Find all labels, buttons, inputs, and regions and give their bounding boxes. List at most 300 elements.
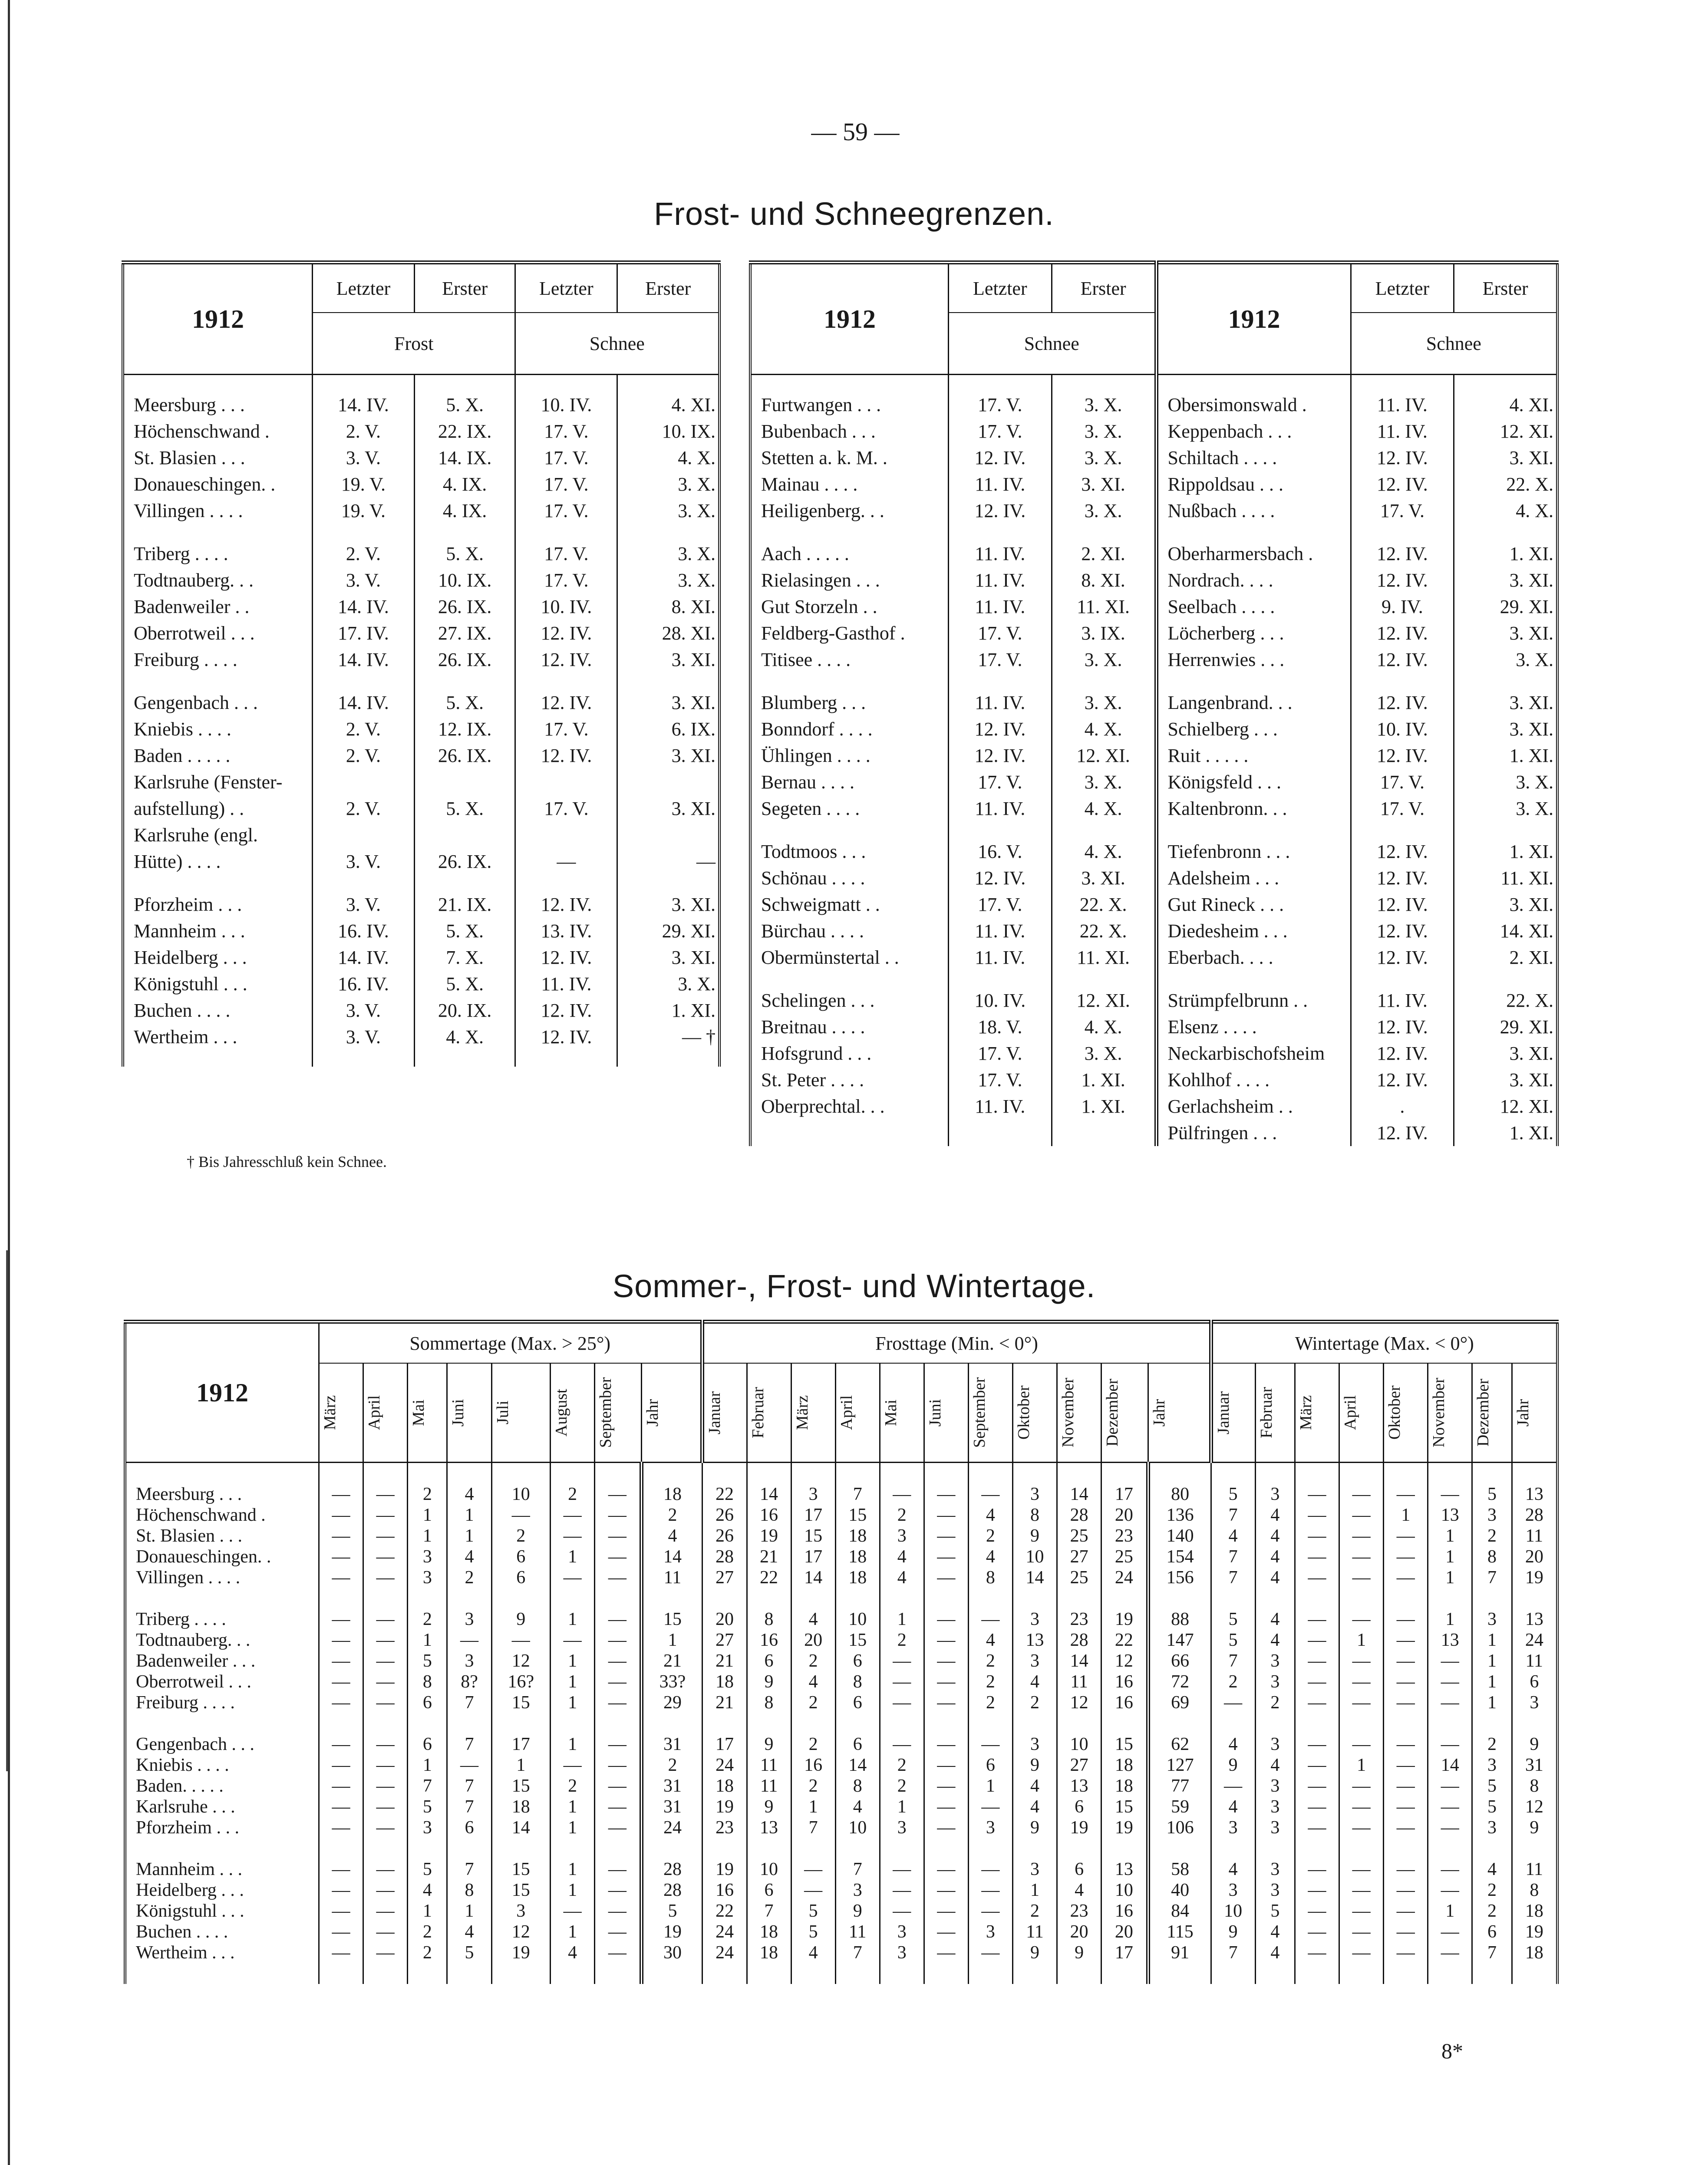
station-name: Schweigmatt . .	[761, 894, 880, 915]
station-name: Heiligenberg. . .	[761, 500, 884, 521]
day-count: 7	[1211, 1567, 1255, 1588]
station-name: Todtnauberg. . .	[134, 570, 254, 591]
day-count: 2	[551, 1776, 595, 1796]
snow-first-value: 1. XI.	[1454, 1120, 1557, 1146]
frost-last-value: 3. V.	[313, 567, 415, 593]
day-count: 4	[1255, 1755, 1295, 1776]
day-count: —	[363, 1921, 408, 1942]
day-count: 11	[1512, 1526, 1557, 1546]
day-count: —	[1428, 1859, 1472, 1880]
day-count: —	[1339, 1734, 1384, 1755]
day-count: 6	[1512, 1671, 1557, 1692]
winter-month-label: April	[1341, 1395, 1360, 1430]
day-count: —	[363, 1526, 408, 1546]
day-count: 15	[835, 1630, 880, 1651]
station-name: Neckarbischofsheim	[1156, 1040, 1351, 1067]
table-row	[125, 1734, 1557, 1755]
day-count: 18	[747, 1942, 791, 1963]
day-count: 8	[747, 1692, 791, 1713]
day-count: —	[447, 1630, 491, 1651]
snow-first-value: 3. X.	[1052, 445, 1156, 471]
day-count: 20	[1512, 1546, 1557, 1567]
frost-snow-table-left	[122, 260, 721, 1067]
snow-first-value: 3. XI.	[1052, 471, 1156, 498]
day-count: 10	[491, 1484, 550, 1505]
day-count: —	[595, 1776, 641, 1796]
day-count: 27	[702, 1567, 747, 1588]
day-count: 9	[1012, 1942, 1057, 1963]
day-count: 6	[491, 1546, 550, 1567]
day-count: 14	[641, 1546, 702, 1567]
day-count: —	[1295, 1942, 1339, 1963]
station-name: Blumberg . . .	[761, 692, 866, 713]
day-count: 7	[447, 1692, 491, 1713]
station-name: Pülfringen . . .	[1156, 1120, 1351, 1146]
day-count: 6	[1472, 1921, 1512, 1942]
station-name: Meersburg . . .	[134, 394, 245, 415]
table-row	[125, 1755, 1557, 1776]
snow-last-value: 12. IV.	[949, 445, 1052, 471]
station-name: Löcherberg . . .	[1156, 620, 1351, 646]
day-count: —	[491, 1630, 550, 1651]
table-row	[750, 445, 1557, 471]
day-count: 3	[968, 1921, 1012, 1942]
day-count: —	[1339, 1609, 1384, 1630]
snow-last-value: 11. IV.	[949, 471, 1052, 498]
snow-last-value: 12. IV.	[949, 716, 1052, 742]
summer-frost-winter-title: Sommer-, Frost- und Wintertage.	[612, 1268, 1096, 1304]
day-count: 9	[1012, 1817, 1057, 1838]
frost-last-value: 14. IV.	[313, 593, 415, 620]
day-count: —	[1384, 1755, 1428, 1776]
station-name: Tiefenbronn . . .	[1156, 838, 1351, 865]
table-row	[123, 795, 719, 822]
day-count: 6	[835, 1651, 880, 1671]
station-name: Villingen . . . .	[136, 1568, 241, 1588]
table-row	[123, 593, 719, 620]
day-count: —	[1384, 1630, 1428, 1651]
snow-first-value: 2. XI.	[1052, 540, 1156, 567]
station-name: Kniebis . . . .	[134, 718, 231, 740]
table-row	[125, 1880, 1557, 1901]
day-count: 1	[1339, 1755, 1384, 1776]
day-count: 1	[880, 1609, 924, 1630]
frost-month-label: März	[793, 1395, 811, 1430]
snow-first-value: 3. XI.	[617, 795, 719, 822]
day-count: 40	[1148, 1880, 1211, 1901]
day-count: —	[924, 1484, 968, 1505]
day-count: 16	[1101, 1692, 1148, 1713]
spacer-row	[125, 1963, 1557, 1984]
table-row	[750, 1093, 1557, 1120]
day-count: 3	[968, 1817, 1012, 1838]
day-count: 2	[408, 1484, 447, 1505]
day-count: 80	[1148, 1484, 1211, 1505]
table-row	[750, 1040, 1557, 1067]
snow-last-value: 11. IV.	[949, 918, 1052, 944]
page-number: — 59 —	[811, 118, 900, 146]
day-count: 9	[835, 1901, 880, 1921]
day-count: 1	[551, 1734, 595, 1755]
summer-month-label: Juli	[493, 1400, 512, 1425]
day-count: 28	[1512, 1505, 1557, 1526]
day-count: 2	[551, 1484, 595, 1505]
frost-last-value: 2. V.	[313, 742, 415, 769]
station-name: Pforzheim . . .	[134, 894, 242, 915]
right-last-header: Letzter	[1351, 263, 1454, 313]
snow-first-value: 4. XI.	[617, 392, 719, 418]
day-count: 15	[791, 1526, 835, 1546]
day-count: —	[1428, 1796, 1472, 1817]
day-count: 5	[1255, 1901, 1295, 1921]
table-row	[123, 822, 719, 848]
day-count: 6	[835, 1734, 880, 1755]
day-count: —	[1339, 1505, 1384, 1526]
day-count: 24	[702, 1942, 747, 1963]
snow-last-value: 12. IV.	[1351, 1120, 1454, 1146]
day-count: —	[1295, 1796, 1339, 1817]
day-count: 6	[408, 1692, 447, 1713]
day-count: 4	[880, 1546, 924, 1567]
frost-first-value: 5. X.	[414, 540, 515, 567]
day-count: 5	[408, 1651, 447, 1671]
frost-month-header	[1012, 1363, 1057, 1463]
day-count: 88	[1148, 1609, 1211, 1630]
day-count: 13	[1057, 1776, 1101, 1796]
winter-month-header	[1472, 1363, 1512, 1463]
day-count: 7	[1472, 1567, 1512, 1588]
day-count: 1	[1384, 1505, 1428, 1526]
station-name: Oberprechtal. . .	[761, 1096, 885, 1117]
frost-first-value: 5. X.	[414, 971, 515, 997]
station-name: Gut Storzeln . .	[761, 596, 877, 617]
day-count: 4	[1255, 1921, 1295, 1942]
day-count: —	[1295, 1671, 1339, 1692]
frost-first-value	[414, 769, 515, 795]
table-row	[125, 1630, 1557, 1651]
frost-month-header	[1057, 1363, 1101, 1463]
table-row	[125, 1651, 1557, 1671]
day-count: —	[924, 1526, 968, 1546]
day-count: 24	[641, 1817, 702, 1838]
day-count: —	[363, 1630, 408, 1651]
snow-last-value: 12. IV.	[515, 689, 617, 716]
day-count: 3	[1211, 1817, 1255, 1838]
snow-last-value: 12. IV.	[515, 944, 617, 971]
day-count: —	[551, 1630, 595, 1651]
day-count: 4	[551, 1942, 595, 1963]
day-count: —	[551, 1526, 595, 1546]
day-count: —	[1295, 1921, 1339, 1942]
day-count: 2	[880, 1505, 924, 1526]
table-row	[750, 567, 1557, 593]
snow-last-value: 12. IV.	[949, 498, 1052, 524]
day-count: 4	[1012, 1796, 1057, 1817]
winter-month-label: Februar	[1257, 1387, 1276, 1439]
day-count: 19	[747, 1526, 791, 1546]
summer-month-label: März	[321, 1395, 339, 1430]
frost-last-value: 19. V.	[313, 471, 415, 498]
snow-last-value: 12. IV.	[1351, 1040, 1454, 1067]
day-count: 9	[1512, 1817, 1557, 1838]
day-count: 84	[1148, 1901, 1211, 1921]
day-count: 7	[835, 1484, 880, 1505]
day-count: 2	[1472, 1880, 1512, 1901]
day-count: 25	[1101, 1546, 1148, 1567]
day-count: 140	[1148, 1526, 1211, 1546]
day-count: 1	[791, 1796, 835, 1817]
day-count: 6	[447, 1817, 491, 1838]
day-count: 3	[791, 1484, 835, 1505]
snow-last-value: —	[515, 848, 617, 875]
day-count: —	[595, 1880, 641, 1901]
day-count: 17	[491, 1734, 550, 1755]
snow-first-value: 3. X.	[1052, 498, 1156, 524]
day-count: 23	[702, 1817, 747, 1838]
day-count: 5	[447, 1942, 491, 1963]
day-count: —	[363, 1692, 408, 1713]
snow-first-value: 29. XI.	[617, 918, 719, 944]
day-count: —	[968, 1484, 1012, 1505]
day-count: 9	[747, 1796, 791, 1817]
snow-first-value: 3. X.	[617, 471, 719, 498]
station-name: Karlsruhe . . .	[136, 1797, 235, 1817]
day-count: 4	[1211, 1526, 1255, 1546]
day-count: —	[1339, 1546, 1384, 1567]
day-count: 3	[408, 1817, 447, 1838]
day-count: 2	[408, 1921, 447, 1942]
day-count: 1	[551, 1859, 595, 1880]
day-count: —	[1295, 1859, 1339, 1880]
day-count: 22	[702, 1901, 747, 1921]
day-count: —	[968, 1859, 1012, 1880]
day-count: 9	[1012, 1755, 1057, 1776]
day-count: 62	[1148, 1734, 1211, 1755]
day-count: —	[595, 1526, 641, 1546]
day-count: 20	[702, 1609, 747, 1630]
summer-month-label: April	[365, 1395, 384, 1430]
day-count: —	[1339, 1942, 1384, 1963]
spacer-row	[750, 673, 1557, 689]
station-name: Pforzheim . . .	[136, 1818, 239, 1838]
table-row	[123, 997, 719, 1024]
day-count: 11	[835, 1921, 880, 1942]
winter-days-header: Wintertage (Max. < 0°)	[1211, 1322, 1557, 1364]
frost-last-value: 16. IV.	[313, 971, 415, 997]
table-row	[750, 742, 1557, 769]
day-count: 14	[835, 1755, 880, 1776]
day-count: 127	[1148, 1755, 1211, 1776]
snow-first-value: 3. XI.	[1454, 689, 1557, 716]
table-row	[750, 1120, 1557, 1146]
frost-first-value: 26. IX.	[414, 593, 515, 620]
snow-last-value: 12. IV.	[515, 1024, 617, 1050]
day-count: 10	[1211, 1901, 1255, 1921]
day-count: 21	[747, 1546, 791, 1567]
day-count: 3	[447, 1651, 491, 1671]
day-count: 8	[835, 1776, 880, 1796]
table-row	[123, 891, 719, 918]
snow-first-value: 22. X.	[1052, 918, 1156, 944]
table-row	[750, 593, 1557, 620]
day-count: —	[1295, 1755, 1339, 1776]
station-name: Freiburg . . . .	[136, 1693, 235, 1713]
table-row	[750, 716, 1557, 742]
day-count: 7	[447, 1734, 491, 1755]
day-count: 5	[641, 1901, 702, 1921]
spacer-row	[123, 375, 719, 392]
day-count: 9	[747, 1734, 791, 1755]
day-count: —	[1339, 1567, 1384, 1588]
day-count: 13	[1101, 1859, 1148, 1880]
day-count: —	[1428, 1776, 1472, 1796]
table-row	[750, 540, 1557, 567]
frost-first-value: 4. IX.	[414, 498, 515, 524]
day-count: 9	[1012, 1526, 1057, 1546]
day-count: 27	[702, 1630, 747, 1651]
day-count: 3	[1255, 1671, 1295, 1692]
day-count: 4	[1255, 1630, 1295, 1651]
day-count: 7	[1211, 1546, 1255, 1567]
table-row	[125, 1796, 1557, 1817]
day-count: —	[1295, 1526, 1339, 1546]
day-count: 15	[1101, 1734, 1148, 1755]
day-count: 15	[1101, 1796, 1148, 1817]
day-count: 1	[1428, 1546, 1472, 1567]
day-count: —	[968, 1901, 1012, 1921]
day-count: 18	[1101, 1776, 1148, 1796]
frost-month-header	[702, 1363, 747, 1463]
day-count: —	[924, 1671, 968, 1692]
day-count: 9	[1211, 1921, 1255, 1942]
station-name: Triberg . . . .	[136, 1609, 226, 1629]
day-count: —	[1339, 1880, 1384, 1901]
day-count: 6	[408, 1734, 447, 1755]
snow-first-value: 1. XI.	[1454, 838, 1557, 865]
day-count: 4	[1255, 1942, 1295, 1963]
day-count: —	[924, 1734, 968, 1755]
spacer-row	[125, 1588, 1557, 1609]
snow-last-value: 17. V.	[949, 891, 1052, 918]
summer-month-label: September	[597, 1377, 615, 1448]
day-count: 4	[791, 1942, 835, 1963]
snow-first-value: 8. XI.	[1052, 567, 1156, 593]
station-name: Breitnau . . . .	[761, 1016, 865, 1038]
day-count: 3	[1255, 1796, 1295, 1817]
frost-month-label: September	[970, 1377, 989, 1448]
snow-last-value: 17. V.	[515, 445, 617, 471]
day-count: 11	[641, 1567, 702, 1588]
day-count: 1	[551, 1609, 595, 1630]
snow-first-value: 3. XI.	[617, 689, 719, 716]
snow-first-value: 3. X.	[617, 540, 719, 567]
snow-last-value: 9. IV.	[1351, 593, 1454, 620]
winter-month-label: Dezember	[1474, 1378, 1493, 1447]
day-count: —	[1339, 1901, 1384, 1921]
day-count: —	[1384, 1651, 1428, 1671]
day-count: 22	[702, 1484, 747, 1505]
table-row	[750, 1014, 1557, 1040]
snow-last-value: 12. IV.	[1351, 918, 1454, 944]
frost-month-header	[1101, 1363, 1148, 1463]
day-count: 18	[702, 1671, 747, 1692]
day-count: 18	[835, 1567, 880, 1588]
day-count: 77	[1148, 1776, 1211, 1796]
day-count: 10	[1057, 1734, 1101, 1755]
snow-first-value: 3. IX.	[1052, 620, 1156, 646]
day-count: 3	[1512, 1692, 1557, 1713]
snow-first-value: 3. X.	[1454, 646, 1557, 673]
frost-first-value: 5. X.	[414, 392, 515, 418]
station-name: St. Peter . . . .	[761, 1069, 864, 1091]
winter-month-label: Oktober	[1385, 1385, 1404, 1440]
days-table	[124, 1320, 1559, 1984]
day-count: 23	[1057, 1901, 1101, 1921]
day-count: 22	[1101, 1630, 1148, 1651]
day-count: 1	[880, 1796, 924, 1817]
table-row	[123, 498, 719, 524]
station-name: Mainau . . . .	[761, 474, 858, 495]
station-name: Furtwangen . . .	[761, 394, 881, 415]
day-count: —	[1295, 1880, 1339, 1901]
day-count: 20	[791, 1630, 835, 1651]
table-row	[123, 689, 719, 716]
day-count: 6	[1057, 1796, 1101, 1817]
snow-first-value: 3. X.	[1052, 689, 1156, 716]
day-count: 19	[1512, 1921, 1557, 1942]
day-count: 18	[491, 1796, 550, 1817]
day-count: —	[1428, 1817, 1472, 1838]
day-count: 1	[551, 1921, 595, 1942]
station-name: Rippoldsau . . .	[1156, 471, 1351, 498]
snow-first-value: 3. X.	[1052, 769, 1156, 795]
snow-last-value: 10. IV.	[515, 593, 617, 620]
snow-last-value: .	[1351, 1093, 1454, 1120]
station-name: Adelsheim . . .	[1156, 865, 1351, 891]
day-count: —	[319, 1609, 363, 1630]
summer-month-header	[319, 1363, 363, 1463]
day-count: —	[880, 1651, 924, 1671]
winter-month-header	[1211, 1363, 1255, 1463]
snow-first-value: 3. XI.	[1454, 716, 1557, 742]
day-count: —	[363, 1817, 408, 1838]
day-count: 28	[641, 1859, 702, 1880]
snow-last-value: 12. IV.	[1351, 891, 1454, 918]
snow-last-value: 12. IV.	[1351, 646, 1454, 673]
station-name: Donaueschingen. .	[134, 474, 276, 495]
day-count: —	[319, 1776, 363, 1796]
day-count: —	[924, 1651, 968, 1671]
snow-first-value: 3. X.	[1052, 392, 1156, 418]
snow-last-value: 12. IV.	[1351, 471, 1454, 498]
day-count: —	[319, 1630, 363, 1651]
station-name: Herrenwies . . .	[1156, 646, 1351, 673]
snow-first-value: 1. XI.	[617, 997, 719, 1024]
table-row	[125, 1776, 1557, 1796]
day-count: —	[1384, 1817, 1428, 1838]
summer-month-header	[491, 1363, 550, 1463]
station-name: Schönau . . . .	[761, 867, 865, 889]
station-name: Diedesheim . . .	[1156, 918, 1351, 944]
station-name: Schiltach . . . .	[1156, 445, 1351, 471]
day-count: 23	[1057, 1609, 1101, 1630]
day-count: 16	[702, 1880, 747, 1901]
day-count: —	[319, 1692, 363, 1713]
snow-last-value: 12. IV.	[1351, 620, 1454, 646]
day-count: 21	[702, 1692, 747, 1713]
station-name: Segeten . . . .	[761, 798, 860, 819]
day-count: 106	[1148, 1817, 1211, 1838]
